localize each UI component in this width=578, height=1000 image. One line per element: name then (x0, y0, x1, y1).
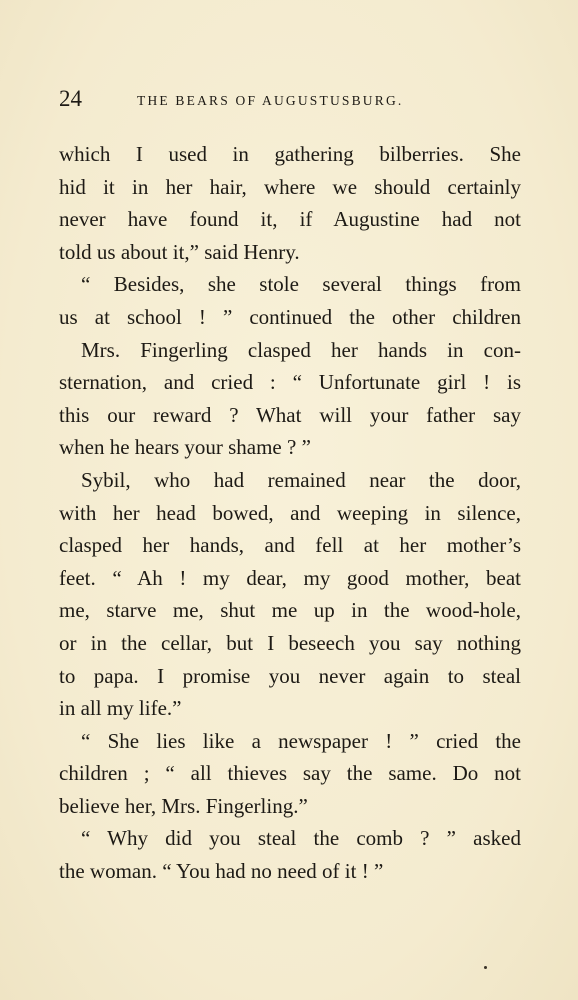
text-line: Sybil, who had remained near the door, (81, 467, 521, 492)
running-title: THE BEARS OF AUGUSTUSBURG. (137, 93, 404, 108)
text-line: told us about it,” said Henry. (59, 239, 300, 264)
text-line: to papa. I promise you never again to steal (59, 663, 521, 688)
text-line: us at school ! ” continued the other children (59, 304, 521, 329)
text-line: feet. “ Ah ! my dear, my good mother, beat (59, 565, 521, 590)
text-line: in all my life.” (59, 696, 182, 721)
paper-speck (484, 966, 487, 969)
text-line: believe her, Mrs. Fingerling.” (59, 793, 308, 818)
text-line: with her head bowed, and weeping in silence, (59, 500, 521, 525)
text-line: which I used in gathering bilberries. She (59, 142, 521, 166)
text-line: the woman. “ You had no need of it ! ” (59, 859, 384, 884)
text-line: “ Besides, she stole several things from (81, 272, 521, 297)
page-number: 24 (59, 86, 82, 111)
text-line: “ She lies like a newspaper ! ” cried the (81, 728, 521, 753)
running-header (59, 84, 519, 114)
text-line: hid it in her hair, where we should certainly (59, 174, 521, 199)
text-line: this our reward ? What will your father say (59, 402, 521, 427)
text-line: me, starve me, shut me up in the wood-hole, (59, 598, 521, 623)
text-line: never have found it, if Augustine had not (59, 207, 521, 232)
body-text (59, 138, 521, 888)
text-line: children ; “ all thieves say the same. Do not (59, 761, 521, 786)
text-line: clasped her hands, and fell at her mother’s (59, 533, 521, 558)
text-line: “ Why did you steal the comb ? ” asked (81, 826, 521, 851)
text-line: Mrs. Fingerling clasped her hands in con- (81, 337, 521, 362)
text-line: or in the cellar, but I beseech you say nothing (59, 630, 521, 655)
text-line: sternation, and cried : “ Unfortunate girl ! is (59, 370, 521, 395)
text-line: when he hears your shame ? ” (59, 435, 311, 460)
